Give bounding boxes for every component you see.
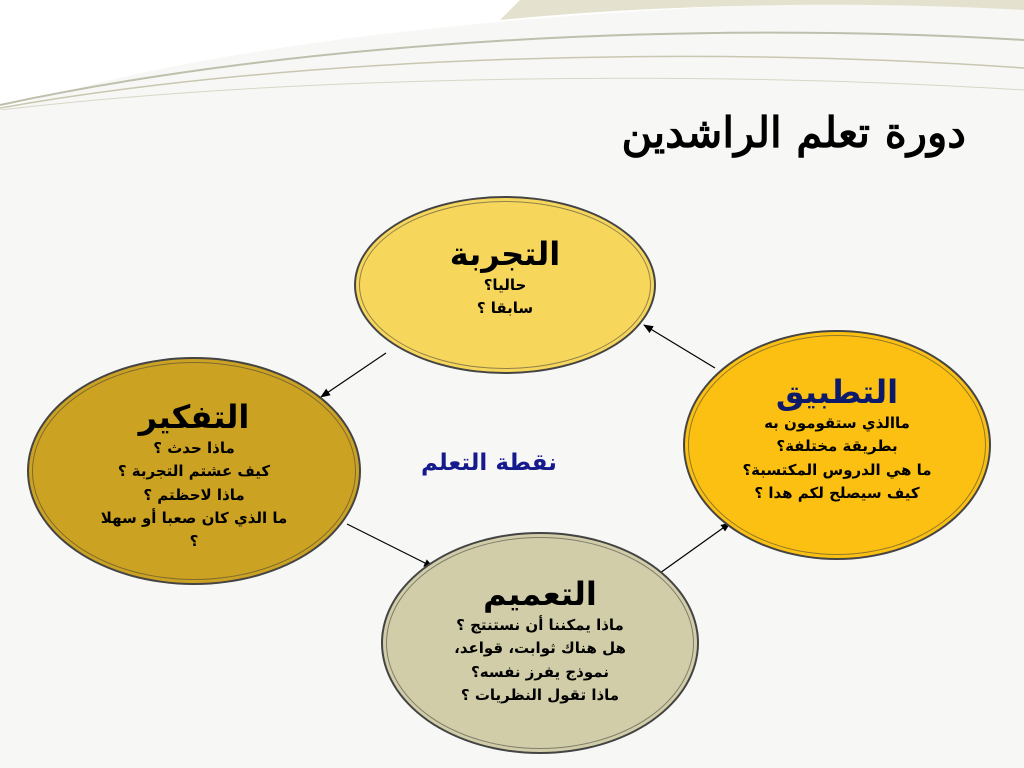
node-application-heading: التطبيق: [775, 373, 899, 411]
node-application-line: بطريقة مختلفة؟: [776, 437, 898, 456]
node-experience-line: سابقا ؟: [476, 299, 534, 318]
header-decoration: [0, 0, 1024, 110]
node-generalization-line: ماذا تقول النظريات ؟: [460, 685, 620, 704]
node-reflection-line: ما الذي كان صعبا أو سهلا: [100, 508, 288, 527]
node-generalization-line: نموذج يفرز نفسه؟: [471, 662, 609, 681]
node-application-line: كيف سيصلح لكم هدا ؟: [754, 483, 920, 502]
node-reflection-line: ماذا حدث ؟: [153, 439, 235, 457]
node-application: [683, 330, 991, 560]
node-generalization: [381, 532, 699, 754]
node-reflection-line: كيف عشتم التجربة ؟: [117, 462, 271, 481]
node-generalization-line: ماذا يمكننا أن نستنتج ؟: [456, 616, 624, 634]
page-title: دورة تعلم الراشدين: [621, 108, 966, 157]
node-application-line: ما هي الدروس المكتسبة؟: [742, 460, 932, 479]
arrow-reflection-to-generalization: [347, 524, 433, 567]
node-reflection-line: ماذا لاحظتم ؟: [143, 485, 245, 504]
arrow-generalization-to-application: [660, 523, 730, 573]
arrow-experience-to-reflection: [321, 353, 386, 397]
node-reflection-line: ؟: [189, 532, 199, 550]
node-generalization-heading: التعميم: [483, 575, 597, 613]
node-experience-heading: التجربة: [449, 235, 561, 273]
node-experience-line: حاليا؟: [483, 276, 527, 294]
node-generalization-line: هل هناك ثوابت، قواعد،: [454, 639, 626, 658]
node-experience: [354, 196, 656, 374]
node-application-line: ماالذي ستقومون به: [764, 414, 910, 432]
center-label: نقطة التعلم: [421, 450, 557, 476]
node-reflection-heading: التفكير: [138, 398, 250, 436]
arrow-application-to-experience: [644, 325, 715, 368]
node-reflection: [27, 357, 361, 585]
